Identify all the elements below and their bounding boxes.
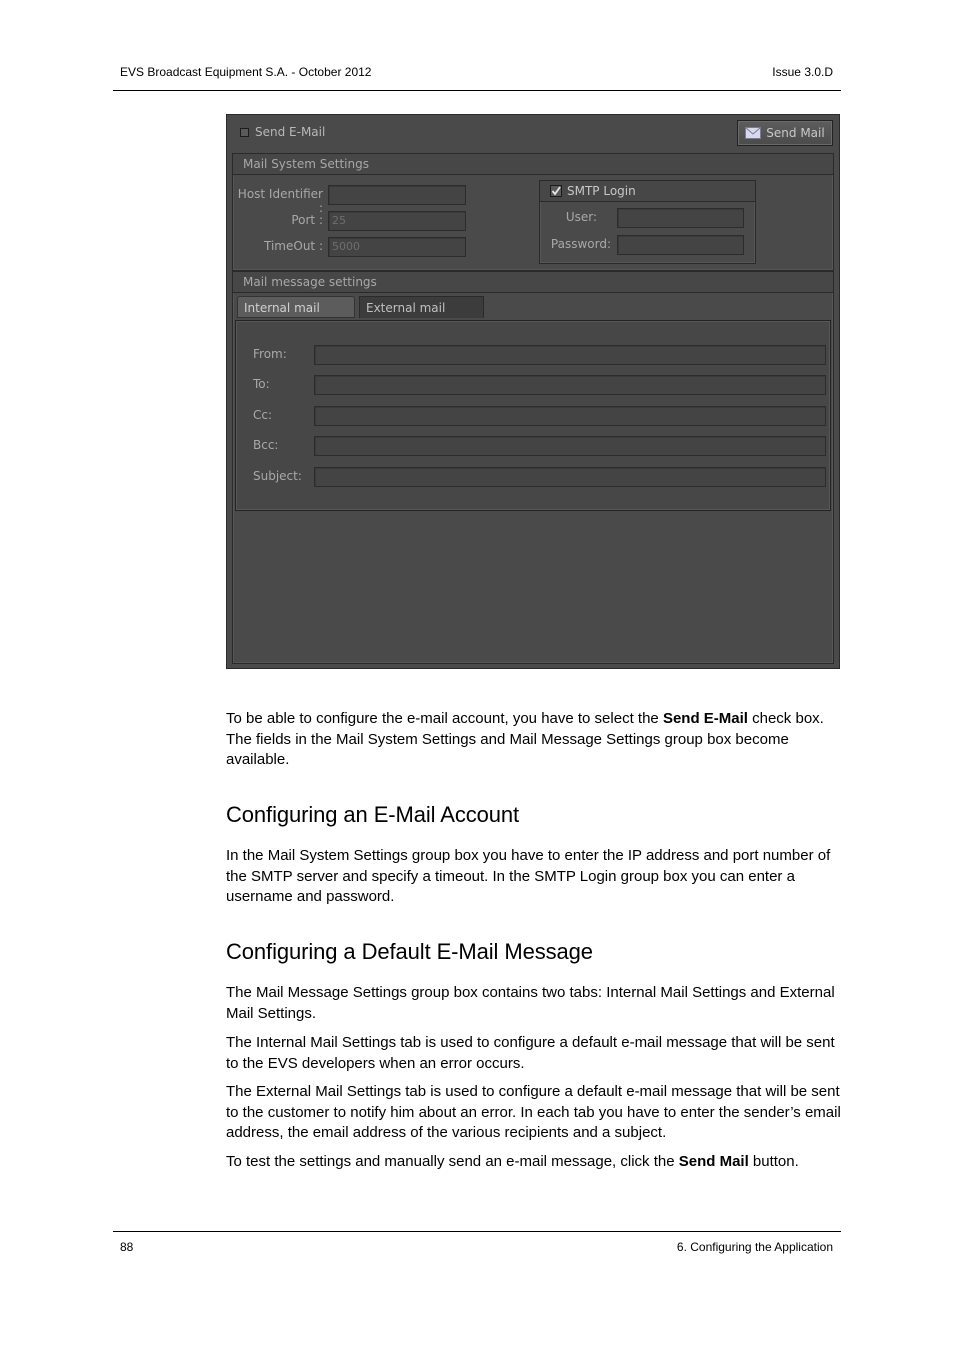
send-email-checkbox-box [240, 128, 249, 137]
test-text-b: button. [748, 1153, 799, 1170]
from-input[interactable] [314, 345, 826, 365]
intro-text-bold: Send E-Mail [662, 710, 748, 727]
smtp-login-header[interactable] [540, 181, 755, 202]
tabs-paragraph: The Mail Message Settings group box contains two tabs: Internal Mail Settings and External Mail Settings. [226, 984, 835, 1022]
send-email-checkbox[interactable] [240, 125, 325, 139]
timeout-label: TimeOut : [264, 239, 323, 253]
envelope-icon [745, 127, 761, 139]
tab-external-mail-settings[interactable]: External mail [359, 296, 484, 318]
host-identifier-label: Host Identifier : [237, 187, 323, 215]
send-mail-button[interactable] [737, 120, 833, 146]
mail-system-settings-title: Mail System Settings [233, 154, 833, 175]
running-footer-section: 6. Configuring the Application [676, 1240, 833, 1254]
heading-configuring-account: Configuring an E-Mail Account [226, 802, 520, 827]
password-label: Password: [550, 237, 611, 251]
intro-text-b: check box. The fields in the Mail System Settings and Mail Message Settings group box become available. [226, 710, 824, 768]
user-label: User: [565, 210, 597, 224]
timeout-input[interactable]: 5000 [328, 237, 466, 257]
from-label: From: [253, 347, 287, 361]
subject-input[interactable] [314, 467, 826, 487]
send-email-label: Send E-Mail [255, 125, 326, 139]
bcc-input[interactable] [314, 436, 826, 456]
running-header-left: EVS Broadcast Equipment S.A. - October 2012 [120, 65, 372, 79]
password-input[interactable] [617, 235, 744, 255]
running-header-right: Issue 3.0.D [772, 65, 833, 79]
cc-label: Cc: [253, 408, 273, 422]
subject-label: Subject: [253, 469, 302, 483]
to-label: To: [253, 377, 270, 391]
internal-paragraph: The Internal Mail Settings tab is used to configure a default e-mail message that will be sent to the EVS developers when an error occurs. [226, 1034, 835, 1072]
user-input[interactable] [617, 208, 744, 228]
header-rule [113, 90, 841, 91]
account-paragraph: In the Mail System Settings group box you have to enter the IP address and port number of the SMTP server and specify a timeout. In the SMTP Login group box you can enter a username and password. [226, 847, 831, 905]
footer-rule [113, 1231, 841, 1232]
to-input[interactable] [314, 375, 826, 395]
test-text-a: To test the settings and manually send an e-mail message, click the [226, 1153, 679, 1170]
tab-internal-mail-settings[interactable]: Internal mail [237, 296, 355, 318]
external-paragraph: The External Mail Settings tab is used to configure a default e-mail message that will be sent to the customer to notify him about an error. In each tab you have to enter the sender’s email address, the email address of the various recipients and a subject. [226, 1083, 841, 1141]
bcc-label: Bcc: [253, 438, 279, 452]
intro-text-a: To be able to configure the e-mail account, you have to select the [226, 710, 663, 727]
email-settings-screenshot [226, 114, 840, 669]
port-input[interactable]: 25 [328, 211, 466, 231]
intro-paragraph [226, 709, 842, 771]
smtp-login-title: SMTP Login [567, 184, 636, 198]
port-label: Port : [291, 213, 323, 227]
send-mail-button-label: Send Mail [766, 126, 825, 140]
host-identifier-input[interactable] [328, 185, 466, 205]
test-paragraph [226, 1152, 842, 1173]
cc-input[interactable] [314, 406, 826, 426]
test-text-bold: Send Mail [678, 1153, 749, 1170]
mail-message-settings-title: Mail message settings [233, 272, 833, 293]
checkmark-icon [550, 185, 562, 197]
heading-default-message: Configuring a Default E-Mail Message [226, 939, 593, 964]
page-number: 88 [120, 1240, 134, 1254]
